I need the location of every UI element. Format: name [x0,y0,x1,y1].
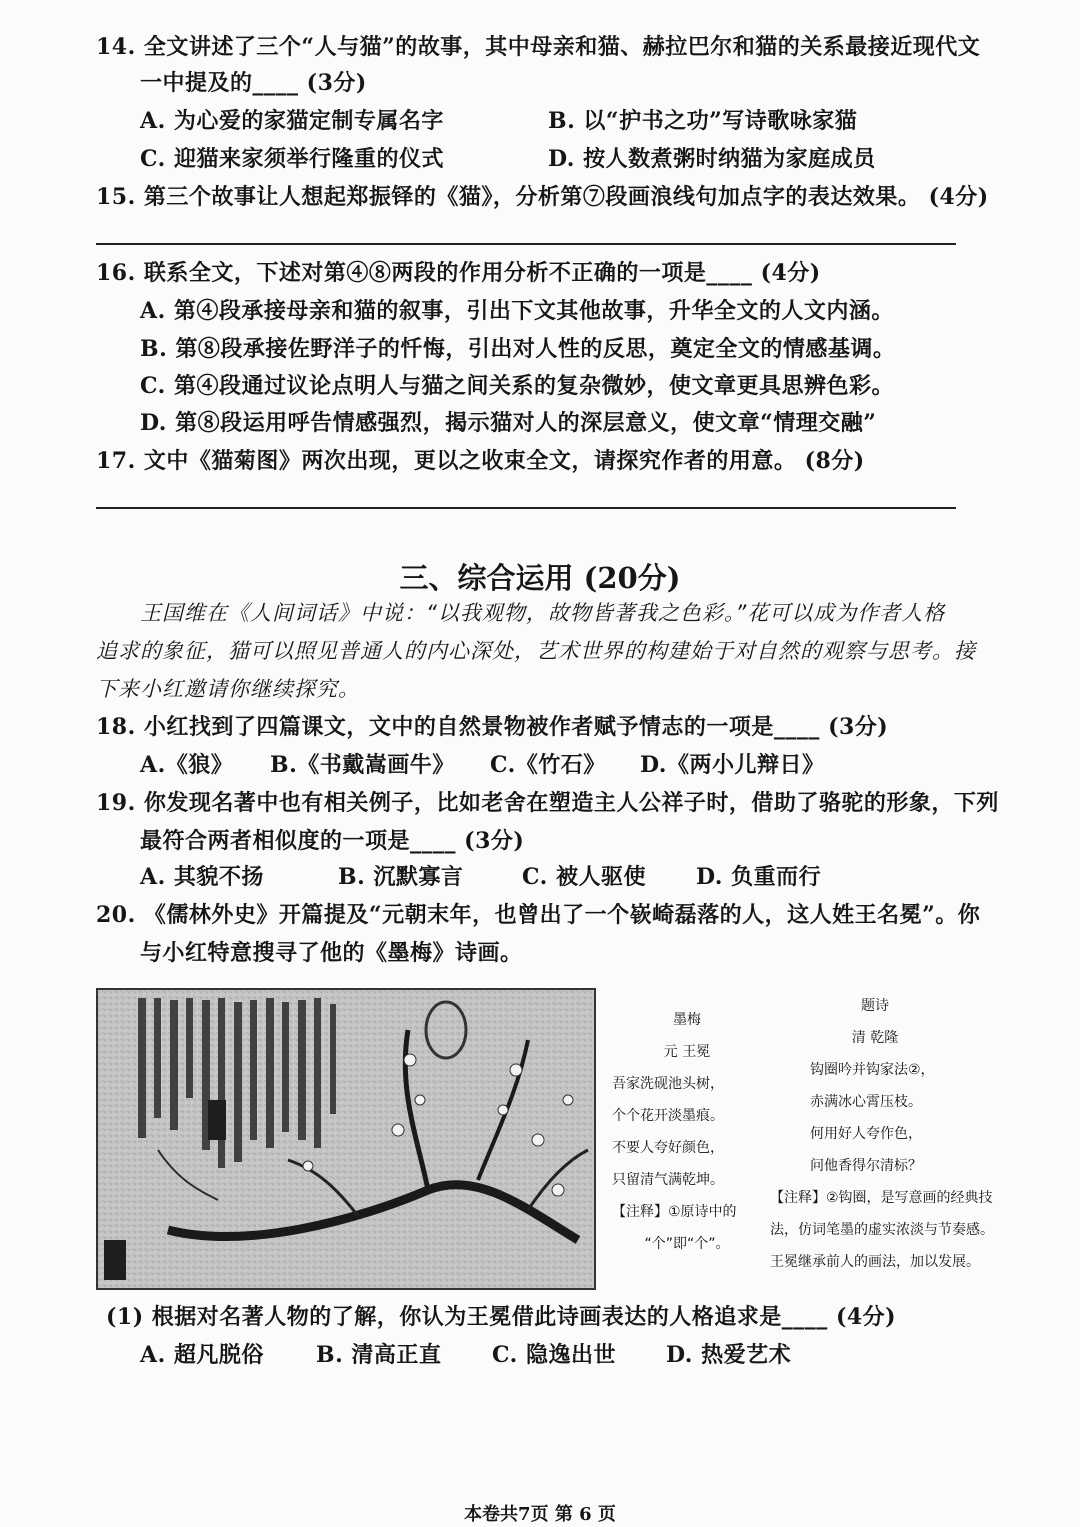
q20-1-option-d: D. 热爱艺术 [666,1342,792,1368]
q14-option-c: C. 迎猫来家须举行隆重的仪式 [140,146,444,172]
q14-option-b: B. 以“护书之功”写诗歌咏家猫 [548,108,858,134]
q15-answer-line [96,243,956,245]
q19-option-d: D. 负重而行 [696,864,822,890]
painting-illustration [98,990,594,1288]
q19-stem-line2: 最符合两者相似度的一项是____ (3分) [140,828,525,854]
section-title: 三、综合运用 (20分) [399,561,681,595]
q16-option-c: C. 第④段通过议论点明人与猫之间关系的复杂微妙，使文章更具思辨色彩。 [140,373,894,399]
poem2-note1: 【注释】②钩圈，是写意画的经典技 [770,1190,993,1206]
q20-1-option-c: C. 隐逸出世 [492,1342,616,1368]
poem2-line2: 赤满冰心霄压枝。 [810,1094,922,1110]
q19-option-c: C. 被人驱使 [522,864,646,890]
q18-option-c: C.《竹石》 [490,752,606,778]
poem2-note3: 王冕继承前人的画法，加以发展。 [770,1254,980,1270]
poem1-line1: 吾家洗砚池头树， [612,1076,724,1092]
q20-1-option-b: B. 清高正直 [316,1342,442,1368]
plum-blossom-painting [96,988,596,1290]
intro-line2: 追求的象征，猫可以照见普通人的内心深处，艺术世界的构建始于对自然的观察与思考。接 [96,639,976,663]
q19-stem-line1: 19. 你发现名著中也有相关例子，比如老舍在塑造主人公祥子时，借助了骆驼的形象，下列 [96,790,999,816]
q20-stem-line2: 与小红特意搜寻了他的《墨梅》诗画。 [140,940,523,966]
q14-stem-line2: 一中提及的____ (3分) [140,70,367,96]
poem2-line4: 问他香得尔清标？ [810,1158,922,1174]
q17-answer-line [96,507,956,509]
poem1-title: 墨梅 [673,1012,701,1028]
q15-stem: 15. 第三个故事让人想起郑振铎的《猫》，分析第⑦段画浪线句加点字的表达效果。 (4分) [96,184,989,210]
q18-option-d: D.《两小儿辩日》 [640,752,825,778]
q16-option-a: A. 第④段承接母亲和猫的叙事，引出下文其他故事，升华全文的人文内涵。 [140,298,894,324]
poem-mo-mei [612,1004,762,1260]
poem1-note1: 【注释】①原诗中的 [612,1204,737,1220]
q19-option-a: A. 其貌不扬 [140,864,264,890]
poem2-line3: 何用好人夸作色， [810,1126,922,1142]
q18-option-a: A.《狼》 [140,752,234,778]
q20-1-option-a: A. 超凡脱俗 [140,1342,264,1368]
poem2-author: 清 乾隆 [851,1030,899,1046]
intro-line3: 下来小红邀请你继续探究。 [96,677,360,701]
intro-line1: 王国维在《人间词话》中说：“以我观物，故物皆著我之色彩。”花可以成为作者人格 [140,601,946,625]
q16-option-b: B. 第⑧段承接佐野洋子的忏悔，引出对人性的反思，奠定全文的情感基调。 [140,336,896,362]
q18-option-b: B.《书戴嵩画牛》 [270,752,455,778]
page-footer: 本卷共7页 第 6 页 [464,1504,616,1525]
poem1-author: 元 王冕 [663,1044,711,1060]
q14-option-a: A. 为心爱的家猫定制专属名字 [140,108,444,134]
poem1-line4: 只留清气满乾坤。 [612,1172,724,1188]
poem1-line2: 个个花开淡墨痕。 [612,1108,724,1124]
poem2-title: 题诗 [861,998,889,1014]
q14-stem-line1: 14. 全文讲述了三个“人与猫”的故事，其中母亲和猫、赫拉巴尔和猫的关系最接近现代文 [96,34,981,60]
q19-option-b: B. 沉默寡言 [338,864,464,890]
q20-1-stem: (1) 根据对名著人物的了解，你认为王冕借此诗画表达的人格追求是____ (4分) [106,1304,897,1330]
poem-ti-shi [770,990,1030,1278]
q17-stem: 17. 文中《猫菊图》两次出现，更以之收束全文，请探究作者的用意。 (8分) [96,448,865,474]
poem2-line1: 钩圈吟并钩家法②， [810,1062,935,1078]
q16-stem: 16. 联系全文，下述对第④⑧两段的作用分析不正确的一项是____ (4分) [96,260,821,286]
poem2-note2: 法，仿词笔墨的虚实浓淡与节奏感。 [770,1222,994,1238]
q14-option-d: D. 按人数煮粥时纳猫为家庭成员 [548,146,876,172]
q16-option-d: D. 第⑧段运用呼告情感强烈，揭示猫对人的深层意义，使文章“情理交融” [140,410,877,436]
poem1-line3: 不要人夸好颜色， [612,1140,724,1156]
q18-stem: 18. 小红找到了四篇课文，文中的自然景物被作者赋予情志的一项是____ (3分) [96,714,889,740]
q20-stem-line1: 20. 《儒林外史》开篇提及“元朝末年，也曾出了一个嵚崎磊落的人，这人姓王名冕”。你 [96,902,981,928]
poem1-note2: “个”即“个”。 [644,1236,730,1252]
